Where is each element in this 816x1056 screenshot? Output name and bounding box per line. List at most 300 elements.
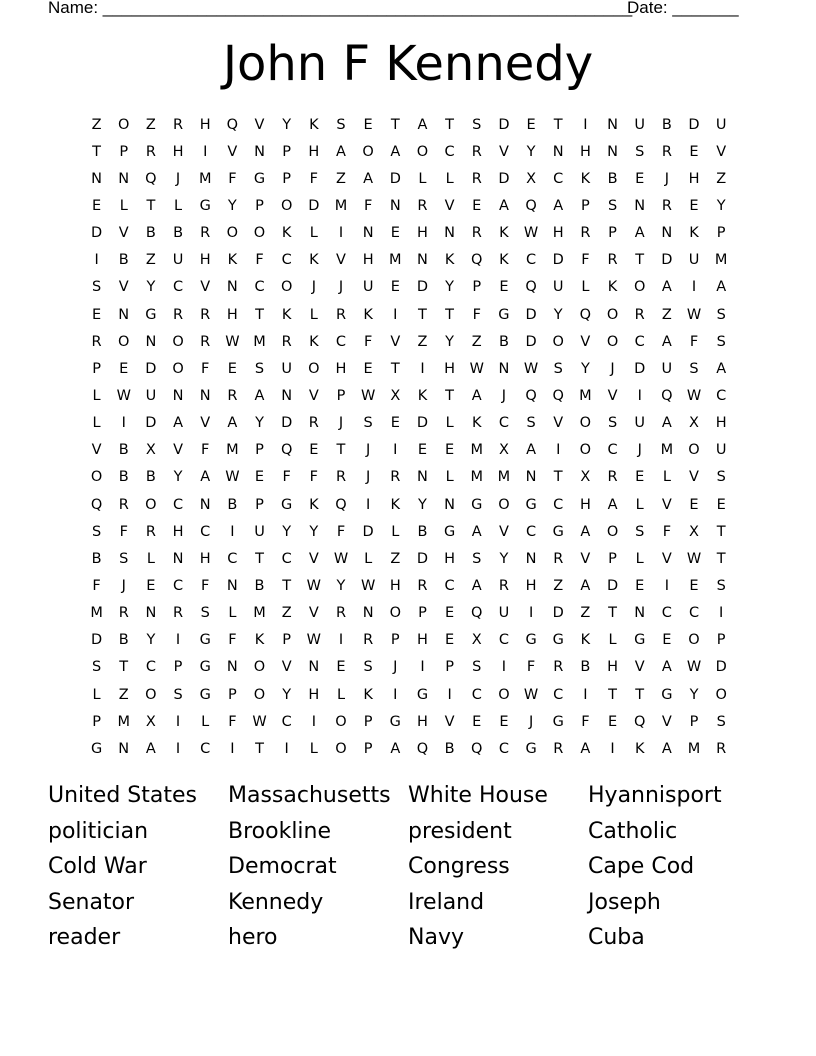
grid-letter: F bbox=[201, 577, 210, 594]
grid-letter: O bbox=[253, 225, 266, 242]
grid-letter: N bbox=[607, 116, 618, 133]
grid-letter: R bbox=[200, 306, 211, 323]
grid-letter: K bbox=[390, 496, 401, 513]
grid-letter: A bbox=[417, 116, 428, 133]
grid-letter: S bbox=[472, 550, 482, 567]
grid-letter: K bbox=[634, 740, 645, 757]
grid-letter: W bbox=[306, 632, 321, 649]
grid-letter: P bbox=[119, 143, 129, 160]
grid-letter: A bbox=[661, 333, 672, 350]
grid-letter: S bbox=[716, 333, 726, 350]
grid-letter: K bbox=[309, 116, 319, 133]
grid-letter: V bbox=[716, 143, 727, 160]
grid-letter: K bbox=[309, 496, 319, 513]
grid-letter: V bbox=[227, 143, 238, 160]
grid-letter: T bbox=[418, 306, 427, 323]
grid-letter: L bbox=[309, 306, 318, 323]
grid-letter: E bbox=[472, 713, 482, 730]
grid-letter: N bbox=[118, 170, 130, 187]
grid-letter: X bbox=[526, 170, 537, 187]
grid-letter: O bbox=[308, 360, 320, 377]
grid-letter: B bbox=[145, 469, 156, 486]
grid-letter: N bbox=[552, 143, 564, 160]
grid-letter: G bbox=[199, 197, 211, 214]
grid-letter: T bbox=[635, 686, 645, 703]
grid-letter: K bbox=[580, 632, 591, 649]
grid-letter: Z bbox=[145, 252, 156, 269]
grid-letter: D bbox=[281, 415, 293, 432]
grid-letter: T bbox=[716, 550, 726, 567]
grid-letter: N bbox=[444, 225, 456, 242]
grid-letter: W bbox=[469, 360, 484, 377]
grid-letter: F bbox=[689, 333, 699, 350]
grid-letter: G bbox=[199, 686, 211, 703]
grid-letter: T bbox=[336, 442, 346, 459]
grid-letter: J bbox=[366, 442, 371, 459]
grid-letter: E bbox=[417, 442, 428, 459]
grid-letter: K bbox=[499, 252, 509, 269]
grid-letter: A bbox=[580, 577, 591, 594]
grid-letter: E bbox=[445, 442, 455, 459]
grid-letter: B bbox=[661, 116, 672, 133]
grid-letter: N bbox=[118, 740, 130, 757]
grid-letter: M bbox=[389, 252, 402, 269]
grid-letter: A bbox=[200, 469, 211, 486]
grid-letter: C bbox=[281, 252, 292, 269]
grid-letter: N bbox=[661, 225, 673, 242]
grid-letter: Y bbox=[173, 469, 183, 486]
grid-letter: Z bbox=[91, 116, 102, 133]
grid-letter: P bbox=[255, 496, 264, 513]
grid-letter: Z bbox=[553, 577, 564, 594]
grid-letter: L bbox=[445, 170, 454, 187]
grid-letter: N bbox=[417, 252, 428, 269]
grid-letter: P bbox=[472, 279, 482, 296]
grid-letter: Q bbox=[335, 496, 347, 513]
grid-letter: F bbox=[662, 523, 672, 540]
grid-letter: M bbox=[497, 469, 511, 486]
grid-letter: D bbox=[416, 415, 429, 432]
grid-letter: Y bbox=[445, 279, 455, 296]
grid-letter: K bbox=[281, 306, 292, 323]
grid-letter: G bbox=[552, 632, 564, 649]
grid-letter: T bbox=[445, 387, 455, 404]
grid-letter: G bbox=[525, 740, 537, 757]
grid-letter: H bbox=[444, 550, 456, 567]
grid-letter: N bbox=[254, 143, 265, 160]
grid-letter: N bbox=[226, 659, 238, 676]
grid-letter: H bbox=[444, 360, 456, 377]
grid-letter: R bbox=[173, 306, 184, 323]
grid-letter: W bbox=[360, 577, 376, 594]
grid-letter: F bbox=[309, 469, 318, 486]
grid-letter: V bbox=[118, 225, 129, 242]
grid-letter: R bbox=[607, 252, 618, 269]
grid-letter: I bbox=[203, 143, 208, 160]
grid-letter: S bbox=[607, 197, 618, 214]
grid-letter: K bbox=[689, 225, 699, 242]
grid-letter: K bbox=[254, 632, 265, 649]
grid-letter: L bbox=[608, 632, 617, 649]
grid-letter: R bbox=[553, 740, 564, 757]
grid-letter: F bbox=[228, 632, 237, 649]
grid-letter: S bbox=[254, 360, 265, 377]
word-bank-item: Congress bbox=[408, 854, 510, 879]
grid-letter: M bbox=[253, 333, 266, 350]
grid-letter: F bbox=[282, 469, 291, 486]
grid-letter: R bbox=[118, 496, 129, 513]
grid-letter: T bbox=[255, 740, 264, 757]
grid-letter: O bbox=[226, 225, 239, 242]
grid-letter: X bbox=[390, 387, 401, 404]
grid-letter: I bbox=[393, 686, 398, 703]
grid-letter: Y bbox=[282, 523, 292, 540]
grid-letter: W bbox=[116, 387, 131, 404]
grid-letter: W bbox=[306, 577, 321, 594]
grid-letter: R bbox=[607, 469, 618, 486]
grid-letter: L bbox=[336, 686, 346, 703]
grid-letter: Y bbox=[336, 577, 346, 594]
grid-letter: A bbox=[471, 387, 482, 404]
grid-letter: O bbox=[579, 415, 592, 432]
grid-letter: A bbox=[173, 415, 183, 432]
grid-letter: J bbox=[501, 387, 507, 404]
grid-letter: I bbox=[338, 632, 344, 649]
grid-letter: H bbox=[362, 252, 374, 269]
grid-letter: V bbox=[661, 713, 672, 730]
grid-letter: G bbox=[443, 523, 456, 540]
grid-letter: V bbox=[308, 550, 319, 567]
grid-letter: L bbox=[391, 523, 400, 540]
grid-letter: N bbox=[199, 496, 211, 513]
grid-letter: Q bbox=[579, 306, 592, 323]
word-bank-item: Hyannisport bbox=[588, 783, 722, 808]
grid-letter: I bbox=[94, 252, 99, 269]
grid-letter: X bbox=[471, 632, 482, 649]
grid-letter: M bbox=[198, 170, 212, 187]
grid-letter: T bbox=[146, 197, 156, 214]
grid-letter: X bbox=[498, 442, 509, 459]
grid-letter: Z bbox=[716, 170, 727, 187]
grid-letter: O bbox=[498, 496, 510, 513]
grid-letter: D bbox=[498, 170, 510, 187]
grid-letter: S bbox=[689, 360, 699, 377]
grid-letter: I bbox=[420, 659, 425, 676]
word-bank bbox=[48, 778, 768, 956]
grid-letter: S bbox=[472, 659, 482, 676]
grid-letter: A bbox=[580, 523, 591, 540]
grid-letter: E bbox=[363, 360, 373, 377]
grid-letter: I bbox=[393, 442, 398, 459]
grid-letter: Y bbox=[716, 197, 726, 214]
grid-letter: F bbox=[581, 713, 590, 730]
grid-letter: A bbox=[661, 740, 672, 757]
grid-letter: O bbox=[335, 740, 347, 757]
grid-letter: I bbox=[230, 740, 235, 757]
grid-letter: Q bbox=[416, 740, 429, 757]
grid-letter: P bbox=[227, 686, 237, 703]
word-bank-item: Democrat bbox=[228, 854, 337, 879]
grid-letter: X bbox=[689, 523, 699, 540]
grid-letter: W bbox=[686, 306, 702, 323]
grid-letter: I bbox=[664, 577, 669, 594]
grid-letter: R bbox=[200, 225, 211, 242]
grid-letter: W bbox=[686, 387, 702, 404]
grid-letter: K bbox=[363, 306, 373, 323]
grid-letter: E bbox=[390, 279, 400, 296]
grid-letter: O bbox=[335, 713, 347, 730]
grid-letter: A bbox=[336, 143, 346, 160]
grid-letter: T bbox=[608, 686, 617, 703]
grid-letter: C bbox=[145, 659, 156, 676]
grid-letter: B bbox=[118, 469, 129, 486]
grid-letter: I bbox=[338, 225, 344, 242]
grid-letter: V bbox=[689, 469, 699, 486]
grid-letter: O bbox=[145, 496, 157, 513]
grid-letter: L bbox=[309, 740, 318, 757]
grid-letter: I bbox=[583, 116, 588, 133]
grid-letter: U bbox=[172, 252, 184, 269]
grid-letter: V bbox=[498, 523, 509, 540]
grid-letter: Z bbox=[145, 116, 156, 133]
grid-letter: A bbox=[661, 279, 672, 296]
grid-letter: R bbox=[281, 333, 292, 350]
grid-letter: I bbox=[528, 605, 534, 622]
grid-letter: R bbox=[227, 387, 238, 404]
grid-letter: O bbox=[606, 523, 619, 540]
word-bank-item: Cold War bbox=[48, 854, 147, 879]
grid-letter: N bbox=[634, 197, 646, 214]
grid-letter: Y bbox=[309, 523, 319, 540]
grid-letter: F bbox=[309, 170, 318, 187]
grid-letter: A bbox=[254, 387, 265, 404]
grid-letter: F bbox=[201, 442, 210, 459]
grid-letter: J bbox=[610, 360, 615, 377]
grid-letter: Y bbox=[146, 279, 156, 296]
grid-letter: D bbox=[498, 116, 510, 133]
grid-letter: C bbox=[607, 442, 618, 459]
grid-letter: I bbox=[691, 279, 697, 296]
grid-letter: F bbox=[363, 333, 373, 350]
grid-letter: I bbox=[366, 496, 371, 513]
grid-letter: V bbox=[580, 333, 591, 350]
grid-letter: E bbox=[227, 360, 237, 377]
grid-letter: S bbox=[200, 605, 210, 622]
grid-letter: Z bbox=[471, 333, 482, 350]
grid-letter: T bbox=[608, 605, 617, 622]
grid-letter: A bbox=[661, 415, 672, 432]
grid-letter: N bbox=[498, 360, 510, 377]
grid-letter: I bbox=[175, 632, 181, 649]
grid-letter: U bbox=[715, 116, 727, 133]
grid-letter: A bbox=[716, 279, 727, 296]
grid-letter: Q bbox=[471, 252, 483, 269]
grid-letter: C bbox=[254, 279, 265, 296]
grid-letter: Y bbox=[445, 333, 455, 350]
grid-letter: L bbox=[581, 279, 590, 296]
grid-letter: S bbox=[716, 713, 726, 730]
grid-letter: E bbox=[689, 577, 699, 594]
grid-letter: V bbox=[91, 442, 102, 459]
grid-letter: Q bbox=[525, 387, 537, 404]
grid-letter: N bbox=[172, 550, 184, 567]
grid-letter: O bbox=[280, 279, 293, 296]
grid-letter: H bbox=[172, 523, 184, 540]
grid-letter: B bbox=[118, 632, 129, 649]
grid-letter: D bbox=[90, 632, 103, 649]
grid-letter: K bbox=[227, 252, 238, 269]
grid-letter: F bbox=[228, 713, 237, 730]
grid-letter: D bbox=[525, 333, 537, 350]
grid-letter: V bbox=[308, 605, 319, 622]
word-bank-item: hero bbox=[228, 925, 278, 950]
grid-letter: Q bbox=[90, 496, 103, 513]
grid-letter: W bbox=[523, 360, 539, 377]
grid-letter: H bbox=[308, 143, 320, 160]
grid-letter: N bbox=[525, 550, 537, 567]
grid-letter: O bbox=[145, 686, 157, 703]
grid-letter: N bbox=[91, 170, 102, 187]
grid-letter: Q bbox=[552, 387, 564, 404]
grid-letter: C bbox=[444, 577, 455, 594]
grid-letter: R bbox=[471, 143, 482, 160]
grid-letter: D bbox=[145, 360, 157, 377]
word-bank-item: Cuba bbox=[588, 925, 645, 950]
grid-letter: Z bbox=[336, 170, 346, 187]
name-field[interactable]: Name: ________________________________________________________ bbox=[48, 0, 633, 17]
grid-letter: S bbox=[635, 143, 645, 160]
grid-letter: C bbox=[498, 740, 509, 757]
grid-letter: Q bbox=[471, 740, 483, 757]
grid-letter: M bbox=[226, 442, 239, 459]
grid-letter: D bbox=[416, 279, 429, 296]
grid-letter: E bbox=[363, 116, 373, 133]
grid-letter: A bbox=[580, 740, 591, 757]
grid-letter: P bbox=[608, 225, 617, 242]
word-bank-item: Catholic bbox=[588, 818, 678, 844]
grid-letter: C bbox=[553, 686, 564, 703]
grid-letter: S bbox=[526, 415, 536, 432]
grid-letter: C bbox=[553, 170, 564, 187]
grid-letter: M bbox=[90, 605, 103, 622]
grid-letter: V bbox=[661, 496, 672, 513]
grid-letter: D bbox=[416, 550, 429, 567]
grid-letter: O bbox=[552, 333, 564, 350]
grid-letter: O bbox=[498, 686, 510, 703]
grid-letter: J bbox=[528, 713, 534, 730]
grid-letter: A bbox=[553, 197, 564, 214]
grid-letter: H bbox=[308, 686, 320, 703]
grid-letter: W bbox=[333, 550, 349, 567]
grid-letter: F bbox=[228, 170, 237, 187]
grid-letter: T bbox=[92, 143, 101, 160]
grid-letter: R bbox=[363, 632, 374, 649]
grid-letter: K bbox=[607, 279, 618, 296]
grid-letter: G bbox=[253, 170, 266, 187]
grid-letter: C bbox=[498, 632, 509, 649]
grid-letter: W bbox=[523, 686, 539, 703]
grid-letter: Q bbox=[525, 279, 537, 296]
grid-letter: W bbox=[360, 387, 376, 404]
grid-letter: K bbox=[363, 686, 373, 703]
grid-letter: S bbox=[553, 360, 563, 377]
grid-letter: A bbox=[390, 143, 401, 160]
grid-letter: E bbox=[91, 197, 102, 214]
grid-letter: P bbox=[445, 659, 454, 676]
grid-letter: J bbox=[338, 279, 344, 296]
grid-letter: R bbox=[417, 197, 428, 214]
grid-letter: D bbox=[715, 659, 727, 676]
grid-letter: T bbox=[282, 577, 292, 594]
grid-letter: C bbox=[634, 333, 645, 350]
grid-letter: V bbox=[498, 143, 509, 160]
word-bank-item: Joseph bbox=[588, 889, 661, 915]
grid-letter: V bbox=[200, 279, 211, 296]
grid-letter: D bbox=[90, 225, 103, 242]
grid-letter: A bbox=[471, 577, 482, 594]
grid-letter: T bbox=[255, 550, 264, 567]
grid-letter: U bbox=[145, 387, 157, 404]
grid-letter: U bbox=[362, 279, 374, 296]
grid-letter: H bbox=[417, 632, 428, 649]
grid-letter: R bbox=[173, 605, 184, 622]
grid-letter: P bbox=[716, 632, 726, 649]
grid-letter: W bbox=[252, 713, 267, 730]
grid-letter: U bbox=[634, 116, 646, 133]
grid-letter: S bbox=[716, 577, 726, 594]
grid-letter: Z bbox=[580, 605, 591, 622]
grid-letter: O bbox=[253, 686, 266, 703]
grid-letter: O bbox=[688, 442, 700, 459]
grid-letter: C bbox=[526, 252, 537, 269]
grid-letter: W bbox=[523, 225, 539, 242]
grid-letter: H bbox=[335, 360, 347, 377]
grid-letter: Z bbox=[661, 306, 672, 323]
grid-letter: L bbox=[364, 550, 373, 567]
grid-letter: S bbox=[607, 415, 618, 432]
grid-letter: I bbox=[284, 740, 289, 757]
grid-letter: V bbox=[444, 713, 455, 730]
grid-letter: G bbox=[525, 496, 537, 513]
grid-letter: W bbox=[225, 333, 240, 350]
grid-letter: C bbox=[716, 387, 727, 404]
grid-letter: N bbox=[226, 279, 238, 296]
grid-letter: A bbox=[390, 740, 401, 757]
word-bank-item: Massachusetts bbox=[228, 783, 391, 808]
date-field[interactable]: Date: _______ bbox=[627, 0, 739, 17]
grid-letter: R bbox=[145, 143, 156, 160]
grid-letter: V bbox=[634, 659, 645, 676]
grid-letter: D bbox=[308, 197, 320, 214]
grid-letter: V bbox=[254, 116, 265, 133]
grid-letter: G bbox=[634, 632, 646, 649]
grid-letter: E bbox=[309, 442, 319, 459]
grid-letter: T bbox=[445, 116, 455, 133]
grid-letter: B bbox=[173, 225, 184, 242]
grid-letter: E bbox=[689, 143, 699, 160]
grid-letter: N bbox=[172, 387, 184, 404]
word-bank-item: politician bbox=[48, 818, 149, 844]
grid-letter: T bbox=[255, 306, 264, 323]
grid-letter: E bbox=[499, 279, 509, 296]
grid-letter: E bbox=[146, 577, 156, 594]
grid-letter: K bbox=[417, 387, 428, 404]
grid-letter: V bbox=[118, 279, 129, 296]
grid-letter: I bbox=[175, 740, 181, 757]
grid-letter: L bbox=[174, 197, 183, 214]
grid-letter: K bbox=[499, 225, 509, 242]
grid-letter: D bbox=[552, 605, 564, 622]
